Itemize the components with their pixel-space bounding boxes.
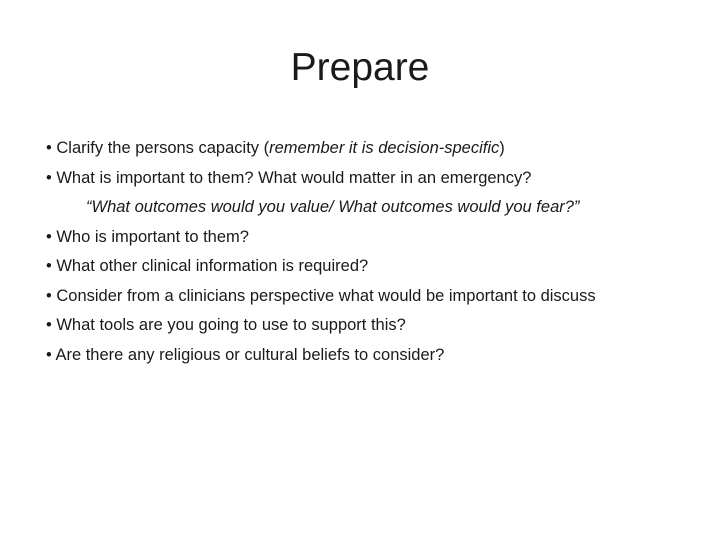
bullet-capacity	[46, 134, 696, 164]
bullet-importance: • What is important to them? What would matter in an emergency?	[46, 168, 532, 187]
bullet-outcomes-quote: “What outcomes would you value/ What outcomes would you fear?”	[86, 198, 580, 216]
bullet-clinical-info: • What other clinical information is required?	[46, 257, 369, 275]
bullet-capacity-suffix: )	[499, 139, 505, 157]
bullet-list	[46, 134, 696, 370]
bullet-who-important: • Who is important to them?	[46, 227, 249, 246]
bullet-capacity-emphasis: remember it is decision-specific	[269, 139, 500, 157]
bullet-capacity-prefix: • Clarify the persons capacity (	[46, 139, 270, 157]
slide-title: Prepare	[290, 46, 430, 89]
bullet-beliefs: • Are there any religious or cultural beliefs to consider?	[46, 345, 445, 364]
bullet-tools: • What tools are you going to use to support this?	[46, 316, 406, 334]
bullet-clinician-perspective: • Consider from a clinicians perspective what would be important to discuss	[46, 286, 596, 305]
